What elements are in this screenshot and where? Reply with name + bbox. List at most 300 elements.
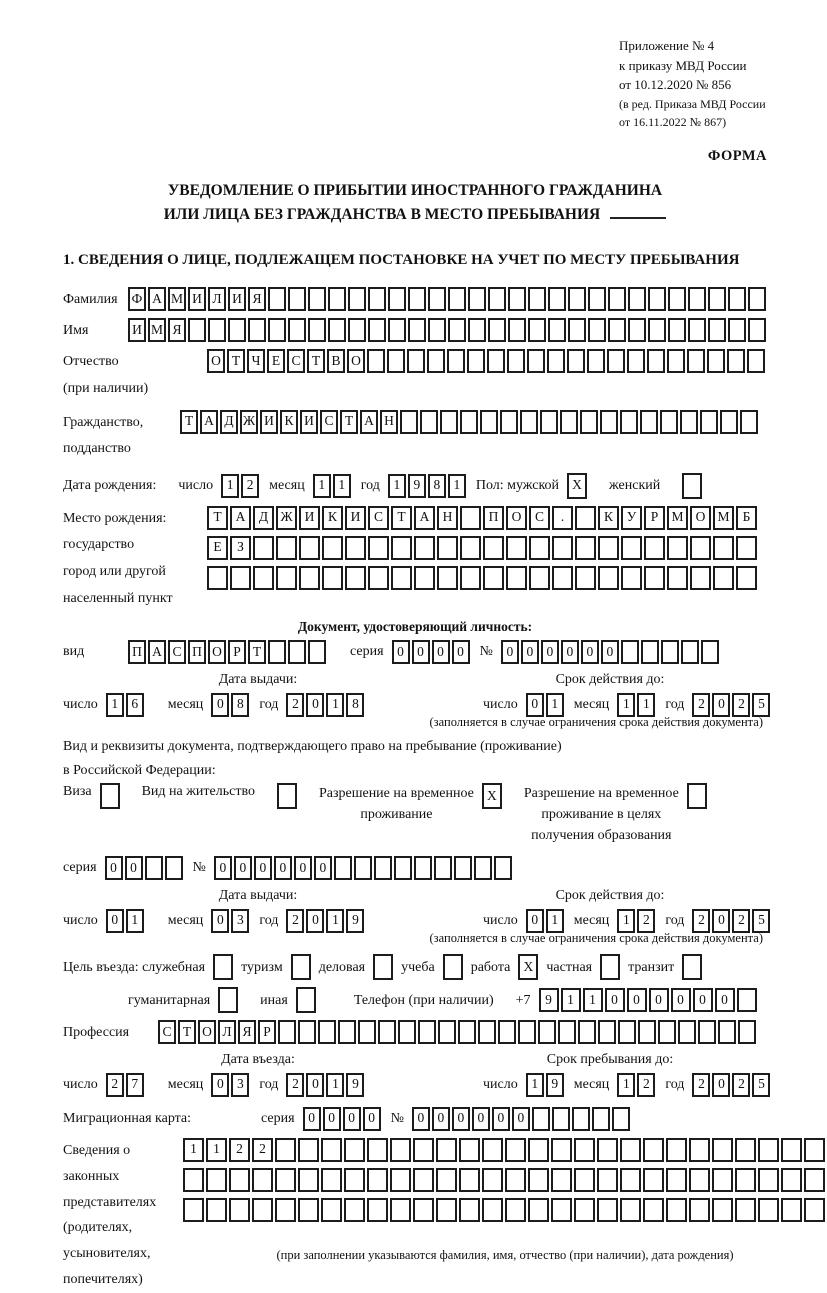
profession-cell[interactable]: Я <box>238 1020 256 1044</box>
birth-place-cell[interactable] <box>322 536 343 560</box>
name-cell[interactable] <box>748 318 766 342</box>
right-doc-number-cell[interactable]: 0 <box>254 856 272 880</box>
representatives-cell[interactable] <box>390 1138 411 1162</box>
representatives-cell[interactable] <box>758 1138 779 1162</box>
surname-cell[interactable] <box>588 287 606 311</box>
citizenship-cell[interactable]: С <box>320 410 338 434</box>
right-valid-month-cell[interactable]: 1 <box>617 909 635 933</box>
phone-digit-cell[interactable]: 9 <box>539 988 559 1012</box>
citizenship-cell[interactable]: Н <box>380 410 398 434</box>
representatives-cell[interactable] <box>689 1198 710 1222</box>
representatives-cell[interactable] <box>321 1168 342 1192</box>
birth-place-cell[interactable] <box>552 566 573 590</box>
citizenship-cell[interactable]: Д <box>220 410 238 434</box>
entry-year-cell[interactable]: 1 <box>326 1073 344 1097</box>
birth-place-cell[interactable] <box>506 536 527 560</box>
name-cell[interactable] <box>688 318 706 342</box>
birth-place-cell[interactable]: Т <box>391 506 412 530</box>
surname-cell[interactable] <box>688 287 706 311</box>
right-doc-series-cell[interactable]: 0 <box>105 856 123 880</box>
right-doc-series-cell[interactable]: 0 <box>125 856 143 880</box>
representatives-cell[interactable] <box>666 1138 687 1162</box>
entry-day-cell[interactable]: 2 <box>106 1073 124 1097</box>
profession-cell[interactable] <box>398 1020 416 1044</box>
right-doc-number-cell[interactable] <box>414 856 432 880</box>
representatives-cell[interactable] <box>252 1198 273 1222</box>
doc-number-cell[interactable]: 0 <box>601 640 619 664</box>
stay-year-cell[interactable]: 5 <box>752 1073 770 1097</box>
profession-cell[interactable]: С <box>158 1020 176 1044</box>
patronymic-cell[interactable] <box>587 349 605 373</box>
birth-place-cell[interactable]: П <box>483 506 504 530</box>
entry-year-cell[interactable]: 2 <box>286 1073 304 1097</box>
profession-cell[interactable] <box>518 1020 536 1044</box>
birth-place-cell[interactable] <box>253 566 274 590</box>
name-cell[interactable] <box>708 318 726 342</box>
representatives-cell[interactable] <box>252 1168 273 1192</box>
patronymic-cell[interactable]: Е <box>267 349 285 373</box>
profession-cell[interactable]: Л <box>218 1020 236 1044</box>
birth-place-cell[interactable]: К <box>322 506 343 530</box>
surname-cell[interactable]: Я <box>248 287 266 311</box>
migration-number-cell[interactable]: 0 <box>452 1107 470 1131</box>
doc-type-cell[interactable]: О <box>208 640 226 664</box>
patronymic-cell[interactable] <box>367 349 385 373</box>
doc-number-cell[interactable] <box>621 640 639 664</box>
name-cell[interactable] <box>408 318 426 342</box>
representatives-cell[interactable] <box>367 1138 388 1162</box>
surname-cell[interactable]: И <box>188 287 206 311</box>
name-cell[interactable] <box>248 318 266 342</box>
profession-cell[interactable] <box>538 1020 556 1044</box>
profession-cell[interactable] <box>658 1020 676 1044</box>
citizenship-cell[interactable] <box>460 410 478 434</box>
representatives-cell[interactable] <box>758 1198 779 1222</box>
birth-place-cell[interactable]: К <box>598 506 619 530</box>
representatives-cell[interactable] <box>551 1138 572 1162</box>
representatives-cell[interactable] <box>482 1198 503 1222</box>
name-cell[interactable] <box>308 318 326 342</box>
doc-number-cell[interactable]: 0 <box>521 640 539 664</box>
profession-cell[interactable] <box>498 1020 516 1044</box>
birth-place-cell[interactable] <box>437 536 458 560</box>
birth-year-cell[interactable]: 1 <box>448 474 466 498</box>
representatives-cell[interactable] <box>413 1168 434 1192</box>
migration-series-cell[interactable]: 0 <box>303 1107 321 1131</box>
profession-cell[interactable] <box>278 1020 296 1044</box>
right-valid-year-cell[interactable]: 2 <box>692 909 710 933</box>
name-cell[interactable] <box>328 318 346 342</box>
citizenship-cell[interactable]: Т <box>180 410 198 434</box>
birth-place-cell[interactable]: Б <box>736 506 757 530</box>
birth-place-cell[interactable] <box>322 566 343 590</box>
birth-place-cell[interactable] <box>460 536 481 560</box>
surname-cell[interactable] <box>448 287 466 311</box>
citizenship-cell[interactable]: Ж <box>240 410 258 434</box>
representatives-cell[interactable] <box>436 1168 457 1192</box>
name-cell[interactable] <box>588 318 606 342</box>
birth-place-cell[interactable] <box>345 566 366 590</box>
representatives-cell[interactable] <box>275 1168 296 1192</box>
surname-cell[interactable] <box>648 287 666 311</box>
migration-number-cell[interactable]: 0 <box>412 1107 430 1131</box>
stay-day-cell[interactable]: 9 <box>546 1073 564 1097</box>
birth-place-cell[interactable]: А <box>414 506 435 530</box>
doc-type-cell[interactable]: П <box>128 640 146 664</box>
surname-cell[interactable] <box>468 287 486 311</box>
purpose-business-cell[interactable] <box>373 954 393 980</box>
birth-place-cell[interactable] <box>667 566 688 590</box>
id-issue-year-cell[interactable]: 1 <box>326 693 344 717</box>
migration-number-cell[interactable] <box>532 1107 550 1131</box>
id-issue-year-cell[interactable]: 2 <box>286 693 304 717</box>
stay-year-cell[interactable]: 2 <box>732 1073 750 1097</box>
birth-place-cell[interactable]: С <box>368 506 389 530</box>
profession-cell[interactable] <box>418 1020 436 1044</box>
profession-cell[interactable] <box>558 1020 576 1044</box>
representatives-cell[interactable] <box>344 1168 365 1192</box>
representatives-cell[interactable] <box>781 1138 802 1162</box>
birth-place-cell[interactable]: А <box>230 506 251 530</box>
representatives-cell[interactable] <box>551 1198 572 1222</box>
doc-type-cell[interactable] <box>288 640 306 664</box>
patronymic-cell[interactable] <box>467 349 485 373</box>
name-cell[interactable] <box>668 318 686 342</box>
birth-place-cell[interactable] <box>483 536 504 560</box>
birth-place-cell[interactable]: М <box>713 506 734 530</box>
name-cell[interactable]: Я <box>168 318 186 342</box>
representatives-cell[interactable] <box>528 1198 549 1222</box>
birth-place-cell[interactable] <box>690 566 711 590</box>
patronymic-cell[interactable] <box>607 349 625 373</box>
right-doc-number-cell[interactable]: 0 <box>314 856 332 880</box>
id-issue-year-cell[interactable]: 8 <box>346 693 364 717</box>
birth-place-cell[interactable] <box>736 536 757 560</box>
representatives-cell[interactable] <box>367 1168 388 1192</box>
profession-cell[interactable]: Т <box>178 1020 196 1044</box>
representatives-cell[interactable] <box>804 1138 825 1162</box>
citizenship-cell[interactable] <box>540 410 558 434</box>
representatives-cell[interactable] <box>574 1138 595 1162</box>
sex-female-checkbox-cell[interactable] <box>682 473 702 499</box>
migration-number-cell[interactable] <box>572 1107 590 1131</box>
id-valid-month-cell[interactable]: 1 <box>617 693 635 717</box>
representatives-cell[interactable] <box>666 1168 687 1192</box>
doc-number-cell[interactable]: 0 <box>581 640 599 664</box>
representatives-cell[interactable] <box>298 1138 319 1162</box>
birth-place-cell[interactable] <box>207 566 228 590</box>
representatives-cell[interactable] <box>206 1168 227 1192</box>
representatives-cell[interactable] <box>390 1168 411 1192</box>
right-doc-number-cell[interactable] <box>494 856 512 880</box>
patronymic-cell[interactable] <box>747 349 765 373</box>
id-issue-month-cell[interactable]: 8 <box>231 693 249 717</box>
name-cell[interactable] <box>528 318 546 342</box>
patronymic-cell[interactable] <box>547 349 565 373</box>
profession-cell[interactable] <box>638 1020 656 1044</box>
right-valid-month-cell[interactable]: 2 <box>637 909 655 933</box>
birth-month-cell[interactable]: 1 <box>333 474 351 498</box>
surname-cell[interactable] <box>348 287 366 311</box>
birth-place-cell[interactable] <box>414 536 435 560</box>
doc-number-cell[interactable]: 0 <box>501 640 519 664</box>
representatives-cell[interactable] <box>666 1198 687 1222</box>
visa-checkbox-cell[interactable] <box>100 783 120 809</box>
birth-place-cell[interactable] <box>345 536 366 560</box>
migration-number-cell[interactable]: 0 <box>472 1107 490 1131</box>
patronymic-cell[interactable] <box>487 349 505 373</box>
name-cell[interactable] <box>628 318 646 342</box>
patronymic-cell[interactable]: Т <box>307 349 325 373</box>
citizenship-cell[interactable] <box>480 410 498 434</box>
entry-month-cell[interactable]: 3 <box>231 1073 249 1097</box>
representatives-cell[interactable] <box>206 1198 227 1222</box>
doc-type-cell[interactable]: А <box>148 640 166 664</box>
surname-cell[interactable] <box>488 287 506 311</box>
representatives-cell[interactable] <box>643 1198 664 1222</box>
profession-cell[interactable] <box>298 1020 316 1044</box>
name-cell[interactable] <box>268 318 286 342</box>
representatives-cell[interactable] <box>758 1168 779 1192</box>
phone-digit-cell[interactable] <box>737 988 757 1012</box>
entry-year-cell[interactable]: 0 <box>306 1073 324 1097</box>
patronymic-cell[interactable] <box>527 349 545 373</box>
patronymic-cell[interactable] <box>667 349 685 373</box>
birth-place-cell[interactable]: И <box>299 506 320 530</box>
representatives-cell[interactable]: 2 <box>229 1138 250 1162</box>
profession-cell[interactable] <box>698 1020 716 1044</box>
birth-place-cell[interactable] <box>460 506 481 530</box>
right-issue-year-cell[interactable]: 2 <box>286 909 304 933</box>
birth-day-cell[interactable]: 1 <box>221 474 239 498</box>
representatives-cell[interactable] <box>528 1168 549 1192</box>
surname-cell[interactable] <box>408 287 426 311</box>
representatives-cell[interactable] <box>183 1168 204 1192</box>
id-valid-year-cell[interactable]: 2 <box>732 693 750 717</box>
patronymic-cell[interactable] <box>507 349 525 373</box>
right-issue-year-cell[interactable]: 1 <box>326 909 344 933</box>
surname-cell[interactable] <box>508 287 526 311</box>
surname-cell[interactable] <box>368 287 386 311</box>
surname-cell[interactable] <box>288 287 306 311</box>
representatives-cell[interactable]: 1 <box>183 1138 204 1162</box>
surname-cell[interactable] <box>308 287 326 311</box>
representatives-cell[interactable] <box>321 1198 342 1222</box>
citizenship-cell[interactable] <box>420 410 438 434</box>
representatives-cell[interactable] <box>712 1198 733 1222</box>
birth-place-cell[interactable] <box>644 566 665 590</box>
doc-type-cell[interactable] <box>308 640 326 664</box>
right-doc-number-cell[interactable]: 0 <box>214 856 232 880</box>
representatives-cell[interactable] <box>436 1198 457 1222</box>
name-cell[interactable] <box>208 318 226 342</box>
stay-year-cell[interactable]: 0 <box>712 1073 730 1097</box>
birth-place-cell[interactable] <box>276 536 297 560</box>
right-issue-year-cell[interactable]: 0 <box>306 909 324 933</box>
birth-place-cell[interactable]: О <box>690 506 711 530</box>
birth-place-cell[interactable]: С <box>529 506 550 530</box>
representatives-cell[interactable] <box>321 1138 342 1162</box>
profession-cell[interactable] <box>458 1020 476 1044</box>
birth-place-cell[interactable] <box>414 566 435 590</box>
citizenship-cell[interactable] <box>660 410 678 434</box>
entry-year-cell[interactable]: 9 <box>346 1073 364 1097</box>
surname-cell[interactable]: И <box>228 287 246 311</box>
citizenship-cell[interactable] <box>440 410 458 434</box>
birth-place-cell[interactable] <box>598 566 619 590</box>
patronymic-cell[interactable] <box>387 349 405 373</box>
profession-cell[interactable] <box>618 1020 636 1044</box>
phone-digit-cell[interactable]: 0 <box>715 988 735 1012</box>
name-cell[interactable] <box>348 318 366 342</box>
name-cell[interactable] <box>508 318 526 342</box>
name-cell[interactable] <box>448 318 466 342</box>
phone-digit-cell[interactable]: 0 <box>649 988 669 1012</box>
migration-number-cell[interactable] <box>612 1107 630 1131</box>
profession-cell[interactable] <box>478 1020 496 1044</box>
birth-place-cell[interactable] <box>598 536 619 560</box>
representatives-cell[interactable] <box>643 1168 664 1192</box>
phone-digit-cell[interactable]: 0 <box>627 988 647 1012</box>
birth-place-cell[interactable] <box>230 566 251 590</box>
birth-place-cell[interactable] <box>644 536 665 560</box>
patronymic-cell[interactable] <box>447 349 465 373</box>
citizenship-cell[interactable] <box>520 410 538 434</box>
doc-type-cell[interactable] <box>268 640 286 664</box>
patronymic-cell[interactable] <box>427 349 445 373</box>
profession-cell[interactable] <box>598 1020 616 1044</box>
representatives-cell[interactable] <box>574 1198 595 1222</box>
migration-number-cell[interactable]: 0 <box>512 1107 530 1131</box>
representatives-cell[interactable] <box>367 1198 388 1222</box>
name-cell[interactable] <box>568 318 586 342</box>
citizenship-cell[interactable] <box>720 410 738 434</box>
id-valid-day-cell[interactable]: 0 <box>526 693 544 717</box>
doc-series-cell[interactable]: 0 <box>392 640 410 664</box>
birth-year-cell[interactable]: 1 <box>388 474 406 498</box>
birth-place-cell[interactable] <box>529 566 550 590</box>
id-valid-year-cell[interactable]: 0 <box>712 693 730 717</box>
surname-cell[interactable] <box>748 287 766 311</box>
id-issue-month-cell[interactable]: 0 <box>211 693 229 717</box>
representatives-cell[interactable] <box>275 1138 296 1162</box>
name-cell[interactable] <box>288 318 306 342</box>
doc-type-cell[interactable]: П <box>188 640 206 664</box>
id-valid-year-cell[interactable]: 5 <box>752 693 770 717</box>
name-cell[interactable] <box>388 318 406 342</box>
representatives-cell[interactable] <box>413 1198 434 1222</box>
representatives-cell[interactable] <box>459 1168 480 1192</box>
birth-place-cell[interactable] <box>713 536 734 560</box>
representatives-cell[interactable] <box>183 1198 204 1222</box>
right-doc-number-cell[interactable]: 0 <box>234 856 252 880</box>
purpose-private-cell[interactable] <box>600 954 620 980</box>
right-doc-number-cell[interactable] <box>334 856 352 880</box>
representatives-cell[interactable] <box>574 1168 595 1192</box>
name-cell[interactable] <box>368 318 386 342</box>
patronymic-cell[interactable] <box>727 349 745 373</box>
migration-series-cell[interactable]: 0 <box>323 1107 341 1131</box>
doc-type-cell[interactable]: С <box>168 640 186 664</box>
representatives-cell[interactable] <box>712 1138 733 1162</box>
surname-cell[interactable] <box>548 287 566 311</box>
representatives-cell[interactable] <box>390 1198 411 1222</box>
representatives-cell[interactable] <box>528 1138 549 1162</box>
right-doc-number-cell[interactable]: 0 <box>274 856 292 880</box>
representatives-cell[interactable] <box>597 1138 618 1162</box>
birth-place-cell[interactable] <box>460 566 481 590</box>
representatives-cell[interactable] <box>804 1168 825 1192</box>
surname-cell[interactable]: Ф <box>128 287 146 311</box>
birth-place-cell[interactable]: . <box>552 506 573 530</box>
representatives-cell[interactable] <box>505 1168 526 1192</box>
representatives-cell[interactable] <box>643 1138 664 1162</box>
surname-cell[interactable] <box>608 287 626 311</box>
doc-number-cell[interactable] <box>641 640 659 664</box>
right-doc-series-cell[interactable] <box>165 856 183 880</box>
residence-permit-checkbox-cell[interactable] <box>277 783 297 809</box>
representatives-cell[interactable] <box>344 1198 365 1222</box>
name-cell[interactable] <box>468 318 486 342</box>
representatives-cell[interactable] <box>781 1168 802 1192</box>
doc-series-cell[interactable]: 0 <box>412 640 430 664</box>
birth-day-cell[interactable]: 2 <box>241 474 259 498</box>
profession-cell[interactable] <box>678 1020 696 1044</box>
doc-series-cell[interactable]: 0 <box>432 640 450 664</box>
surname-cell[interactable] <box>708 287 726 311</box>
citizenship-cell[interactable] <box>600 410 618 434</box>
surname-cell[interactable]: М <box>168 287 186 311</box>
citizenship-cell[interactable] <box>640 410 658 434</box>
purpose-work-cell[interactable]: X <box>518 954 538 980</box>
birth-place-cell[interactable] <box>506 566 527 590</box>
phone-digit-cell[interactable]: 0 <box>671 988 691 1012</box>
representatives-cell[interactable] <box>781 1198 802 1222</box>
birth-place-cell[interactable] <box>368 536 389 560</box>
doc-type-cell[interactable]: Т <box>248 640 266 664</box>
representatives-cell[interactable] <box>597 1198 618 1222</box>
name-cell[interactable] <box>728 318 746 342</box>
migration-series-cell[interactable]: 0 <box>363 1107 381 1131</box>
surname-cell[interactable] <box>668 287 686 311</box>
citizenship-cell[interactable]: И <box>260 410 278 434</box>
right-issue-day-cell[interactable]: 1 <box>126 909 144 933</box>
right-issue-year-cell[interactable]: 9 <box>346 909 364 933</box>
birth-place-cell[interactable] <box>736 566 757 590</box>
purpose-transit-cell[interactable] <box>682 954 702 980</box>
birth-place-cell[interactable] <box>713 566 734 590</box>
patronymic-cell[interactable]: О <box>207 349 225 373</box>
doc-type-cell[interactable]: Р <box>228 640 246 664</box>
patronymic-cell[interactable] <box>687 349 705 373</box>
right-doc-number-cell[interactable] <box>454 856 472 880</box>
birth-place-cell[interactable]: Н <box>437 506 458 530</box>
representatives-cell[interactable] <box>712 1168 733 1192</box>
representatives-cell[interactable] <box>735 1198 756 1222</box>
right-doc-number-cell[interactable] <box>354 856 372 880</box>
doc-number-cell[interactable] <box>701 640 719 664</box>
migration-number-cell[interactable]: 0 <box>432 1107 450 1131</box>
birth-place-cell[interactable] <box>621 536 642 560</box>
citizenship-cell[interactable] <box>680 410 698 434</box>
citizenship-cell[interactable]: И <box>300 410 318 434</box>
representatives-cell[interactable] <box>229 1168 250 1192</box>
right-issue-day-cell[interactable]: 0 <box>106 909 124 933</box>
representatives-cell[interactable] <box>482 1168 503 1192</box>
birth-place-cell[interactable] <box>437 566 458 590</box>
right-valid-day-cell[interactable]: 1 <box>546 909 564 933</box>
patronymic-cell[interactable]: Ч <box>247 349 265 373</box>
